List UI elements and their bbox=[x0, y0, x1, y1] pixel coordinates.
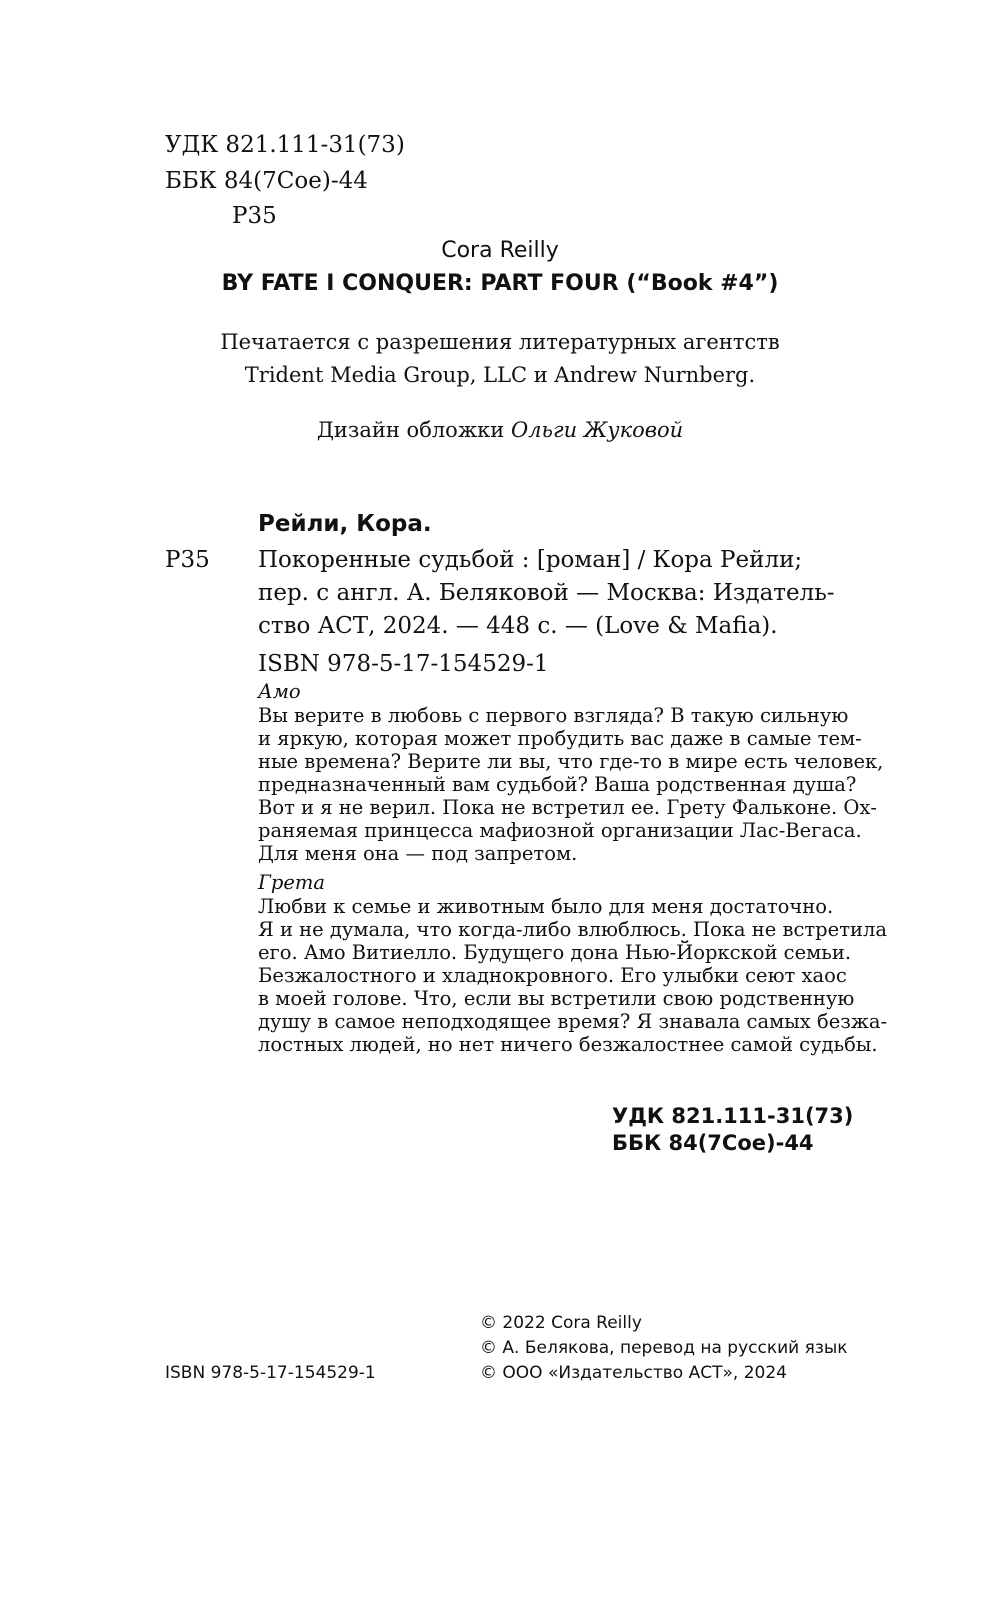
cover-designer-name: Ольги Жуковой bbox=[510, 418, 684, 442]
original-author: Cora Reilly bbox=[441, 238, 559, 263]
isbn-bottom: ISBN 978-5-17-154529-1 bbox=[165, 1363, 376, 1383]
annotation-line: и яркую, которая может пробудить вас даже в самые тем- bbox=[258, 727, 862, 750]
annotation-line: Вы верите в любовь с первого взгляда? В такую сильную bbox=[258, 704, 849, 727]
annotation-line: Я и не думала, что когда-либо влюблюсь. Пока не встретила bbox=[258, 918, 887, 941]
annotation-line: Безжалостного и хладнокровного. Его улыбки сеют хаос bbox=[258, 964, 847, 987]
cover-design-prefix: Дизайн обложки bbox=[316, 418, 505, 442]
permission-line-1: Печатается с разрешения литературных агентств bbox=[220, 330, 780, 354]
catalog-author: Рейли, Кора. bbox=[258, 511, 432, 537]
annotation-line: лостных людей, но нет ничего безжалостнее самой судьбы. bbox=[258, 1033, 878, 1056]
original-title: BY FATE I CONQUER: PART FOUR (“Book #4”) bbox=[221, 271, 779, 296]
catalog-description-line: ство АСТ, 2024. — 448 с. — (Love & Mafia). bbox=[258, 613, 778, 639]
copyright-line: © А. Белякова, перевод на русский язык bbox=[480, 1338, 848, 1358]
catalog-description-line: пер. с англ. А. Беляковой — Москва: Издатель- bbox=[258, 580, 835, 606]
annotation-line: Для меня она — под запретом. bbox=[258, 842, 578, 865]
permission-line-2: Trident Media Group, LLC и Andrew Nurnberg. bbox=[244, 363, 756, 387]
annotation-label-greta: Грета bbox=[258, 871, 326, 894]
copyright-line: © ООО «Издательство АСТ», 2024 bbox=[480, 1363, 787, 1383]
annotation-line: Вот и я не верил. Пока не встретил ее. Грету Фальконе. Ох- bbox=[258, 796, 877, 819]
catalog-isbn: ISBN 978-5-17-154529-1 bbox=[258, 651, 549, 677]
annotation-block-greta bbox=[258, 895, 887, 1056]
annotation-line: его. Амо Витиелло. Будущего дона Нью-Йоркской семьи. bbox=[258, 941, 852, 964]
annotation-line: предназначенный вам судьбой? Ваша родственная душа? bbox=[258, 773, 857, 796]
author-code-top: Р35 bbox=[232, 203, 277, 229]
cover-design-credit bbox=[0, 418, 1000, 442]
annotation-label-amo: Амо bbox=[258, 680, 301, 703]
annotation-line: ные времена? Верите ли вы, что где-то в мире есть человек, bbox=[258, 750, 884, 773]
copyright-line: © 2022 Cora Reilly bbox=[480, 1313, 642, 1333]
annotation-block-amo bbox=[258, 704, 883, 865]
annotation-line: Любви к семье и животным было для меня достаточно. bbox=[258, 895, 834, 918]
annotation-line: в моей голове. Что, если вы встретили свою родственную bbox=[258, 987, 855, 1010]
bbk-code-top: ББК 84(7Сое)-44 bbox=[165, 168, 368, 194]
bbk-code-bottom: ББК 84(7Сое)-44 bbox=[612, 1131, 814, 1155]
catalog-code: Р35 bbox=[165, 547, 210, 573]
catalog-description-line: Покоренные судьбой : [роман] / Кора Рейли; bbox=[258, 547, 803, 573]
annotation-line: раняемая принцесса мафиозной организации Лас-Вегаса. bbox=[258, 819, 862, 842]
udk-code-bottom: УДК 821.111-31(73) bbox=[612, 1104, 854, 1128]
annotation-line: душу в самое неподходящее время? Я знавала самых безжа- bbox=[258, 1010, 888, 1033]
udk-code-top: УДК 821.111-31(73) bbox=[165, 132, 405, 158]
